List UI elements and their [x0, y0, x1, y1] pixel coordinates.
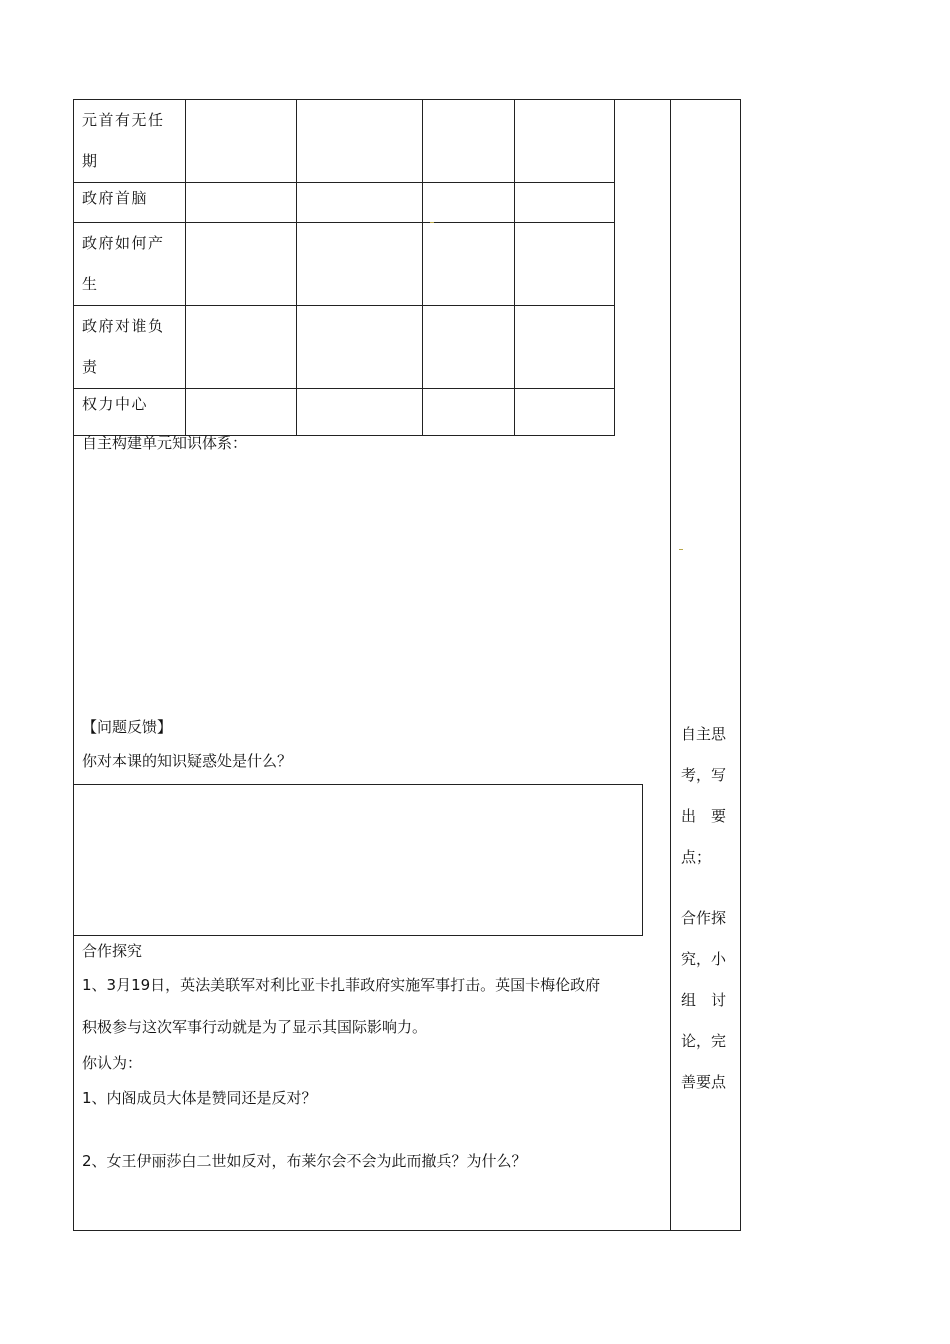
you-think-label: 你认为： — [82, 1054, 143, 1072]
build-title: 自主构建单元知识体系： — [82, 434, 248, 452]
table-row — [74, 223, 615, 306]
table-cell — [186, 389, 297, 436]
table-cell — [515, 223, 615, 306]
feedback-answer-box[interactable] — [73, 784, 643, 936]
comparison-table — [73, 99, 615, 436]
table-row — [74, 183, 615, 223]
table-cell — [515, 100, 615, 183]
table-cell — [423, 223, 515, 306]
table-row — [74, 306, 615, 389]
question-1: 1、内阁成员大体是赞同还是反对？ — [82, 1089, 317, 1107]
feedback-question: 你对本课的知识疑惑处是什么？ — [82, 752, 293, 770]
sidebar-coop-note: 合作探 究，小 组 讨 论，完 善要点 — [681, 909, 727, 1091]
row-label: 权力中心 — [74, 389, 186, 436]
table-cell — [423, 306, 515, 389]
row-label: 政府对谁负责 — [74, 306, 186, 389]
table-cell — [297, 306, 423, 389]
feedback-title: 【问题反馈】 — [82, 718, 173, 736]
table-cell — [297, 389, 423, 436]
row-label: 政府首脑 — [74, 183, 186, 223]
table-cell — [186, 223, 297, 306]
sidebar-think-note: 自主思 考，写 出 要 点； — [681, 725, 727, 866]
table-cell — [186, 306, 297, 389]
row-label: 元首有无任期 — [74, 100, 186, 183]
table-row — [74, 100, 615, 183]
coop-text-line2: 积极参与这次军事行动就是为了显示其国际影响力。 — [82, 1018, 428, 1036]
table-cell — [515, 306, 615, 389]
table-row — [74, 389, 615, 436]
table-cell — [186, 100, 297, 183]
sidebar-divider — [670, 99, 671, 1231]
table-cell — [423, 183, 515, 223]
table-cell — [297, 223, 423, 306]
table-cell — [297, 100, 423, 183]
table-cell — [186, 183, 297, 223]
coop-text-line1: 1、3月19日，英法美联军对利比亚卡扎菲政府实施军事打击。英国卡梅伦政府 — [82, 976, 601, 994]
stray-mark — [430, 222, 434, 223]
table-cell — [423, 389, 515, 436]
row-label: 政府如何产生 — [74, 223, 186, 306]
coop-title: 合作探究 — [82, 942, 143, 960]
table-cell — [297, 183, 423, 223]
question-2: 2、女王伊丽莎白二世如反对，布莱尔会不会为此而撤兵？为什么？ — [82, 1152, 527, 1170]
table-cell — [515, 183, 615, 223]
table-cell — [515, 389, 615, 436]
table-cell — [423, 100, 515, 183]
stray-mark — [679, 549, 683, 550]
